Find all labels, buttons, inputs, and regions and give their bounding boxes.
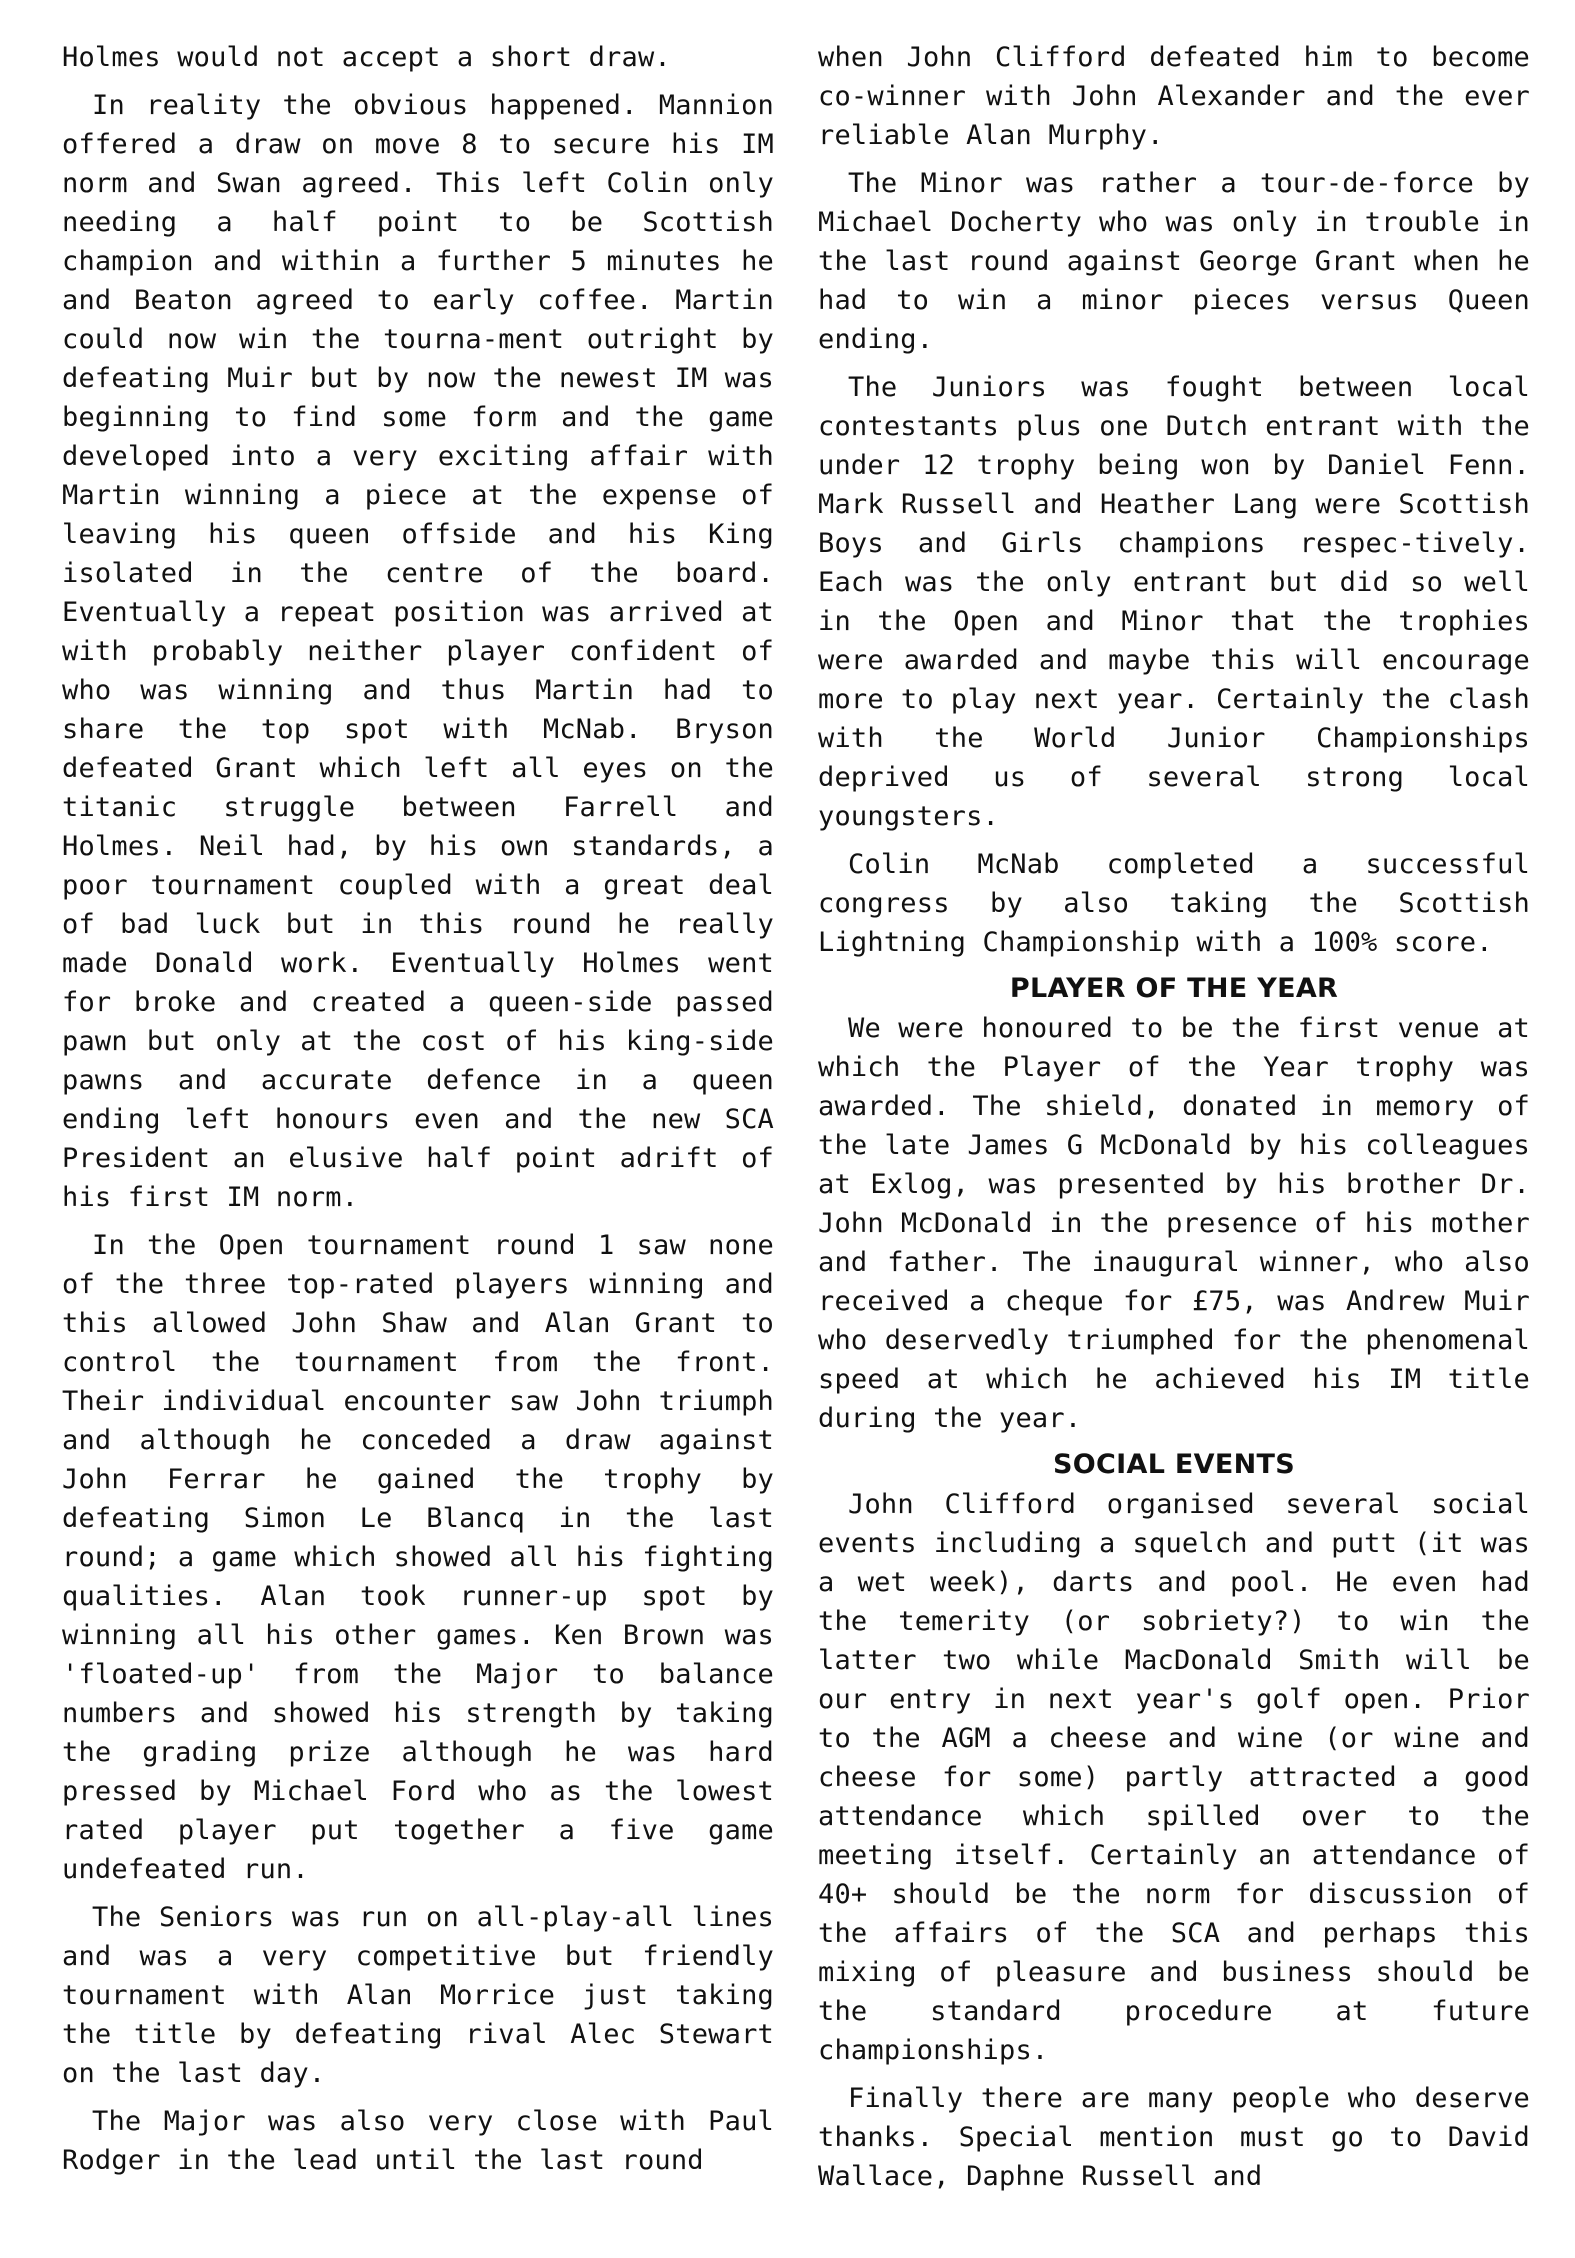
paragraph: We were honoured to be the first venue at which the Player of the Year trophy was awarded. The shield, donated in memory of the late James G McDonald by his colleagues at Exlog, was presented by his brother Dr. John McDonald in the presence of his mother and father. The inaugural winner, who also received a cheque for £75, was Andrew Muir who deservedly triumphed for the phenomenal speed at which he achieved his IM title during the year. [818,1013,1530,1434]
paragraph: Finally there are many people who deserve thanks. Special mention must go to David Wallace, Daphne Russell and [818,2083,1530,2192]
paragraph: The Major was also very close with Paul Rodger in the lead until the last round [62,2106,774,2176]
section-heading-player-of-the-year: PLAYER OF THE YEAR [1009,973,1339,1004]
paragraph: The Juniors was fought between local contestants plus one Dutch entrant with the under 12 trophy being won by Daniel Fenn. Mark Russell and Heather Lang were Scottish Boys and Girls champions respec-tively. Each was the only entrant but did so well in the Open and Minor that the trophies were awarded and maybe this will encourage more to play next year. Certainly the clash with the World Junior Championships deprived us of several strong local youngsters. [818,372,1530,832]
paragraph: In reality the obvious happened. Mannion offered a draw on move 8 to secure his IM norm and Swan agreed. This left Colin only needing a half point to be Scottish champion and within a further 5 minutes he and Beaton agreed to early coffee. Martin could now win the tourna-ment outright by defeating Muir but by now the newest IM was beginning to find some form and the game developed into a very exciting affair with Martin winning a piece at the expense of leaving his queen offside and his King isolated in the centre of the board. Eventually a repeat position was arrived at with probably neither player confident of who was winning and thus Martin had to share the top spot with McNab. Bryson defeated Grant which left all eyes on the titanic struggle between Farrell and Holmes. Neil had, by his own standards, a poor tournament coupled with a great deal of bad luck but in this round he really made Donald work. Eventually Holmes went for broke and created a queen-side passed pawn but only at the cost of his king-side pawns and accurate defence in a queen ending left honours even and the new SCA President an elusive half point adrift of his first IM norm. [62,90,774,1213]
section-heading-social-events: SOCIAL EVENTS [1053,1449,1295,1480]
paragraph: Holmes would not accept a short draw. [62,42,671,73]
paragraph: when John Clifford defeated him to become co-winner with John Alexander and the ever reliable Alan Murphy. [818,42,1530,151]
paragraph: The Seniors was run on all-play-all lines and was a very competitive but friendly tournament with Alan Morrice just taking the title by defeating rival Alec Stewart on the last day. [62,1902,774,2089]
paragraph: The Minor was rather a tour-de-force by Michael Docherty who was only in trouble in the last round against George Grant when he had to win a minor pieces versus Queen ending. [818,168,1530,355]
paragraph: In the Open tournament round 1 saw none of the three top-rated players winning and this allowed John Shaw and Alan Grant to control the tournament from the front. Their individual encounter saw John triumph and although he conceded a draw against John Ferrar he gained the trophy by defeating Simon Le Blancq in the last round; a game which showed all his fighting qualities. Alan took runner-up spot by winning all his other games. Ken Brown was 'floated-up' from the Major to balance numbers and showed his strength by taking the grading prize although he was hard pressed by Michael Ford who as the lowest rated player put together a five game undefeated run. [62,1230,774,1885]
paragraph: Colin McNab completed a successful congress by also taking the Scottish Lightning Championship with a 100% score. [818,849,1530,958]
left-column [62,38,774,2189]
right-column [818,38,1530,2205]
paragraph: John Clifford organised several social events including a squelch and putt (it was a wet week), darts and pool. He even had the temerity (or sobriety?) to win the latter two while MacDonald Smith will be our entry in next year's golf open. Prior to the AGM a cheese and wine (or wine and cheese for some) partly attracted a good attendance which spilled over to the meeting itself. Certainly an attendance of 40+ should be the norm for discussion of the affairs of the SCA and perhaps this mixing of pleasure and business should be the standard procedure at future championships. [818,1489,1530,2066]
